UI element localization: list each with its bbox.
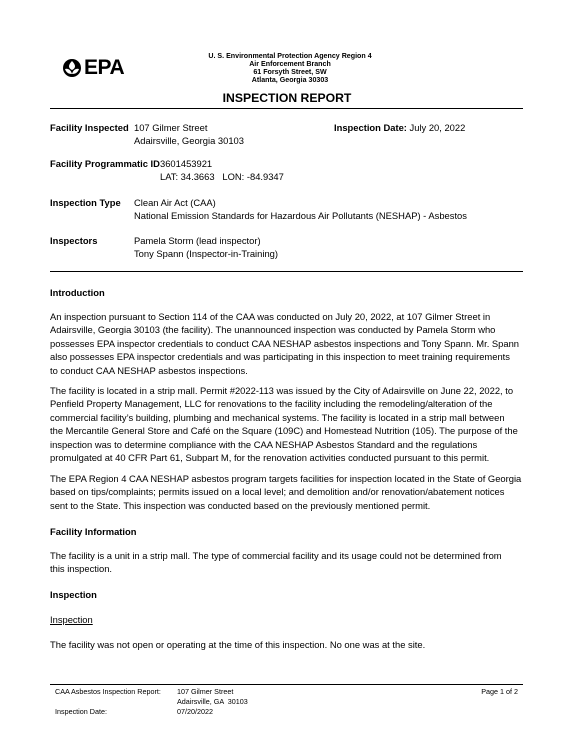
text-line: sent to the State. This inspection was conducted based on the previously mentioned permit. — [50, 499, 431, 511]
text-line: Adairsville, Georgia 30103 (the facility). The unannounced inspection was conducted by Pamela Storm who — [50, 324, 496, 336]
agency-line: U. S. Environmental Protection Agency Region 4 — [208, 52, 372, 60]
introduction-heading: Introduction — [50, 287, 105, 298]
footer-report-label: CAA Asbestos Inspection Report: — [55, 687, 161, 696]
intro-paragraph-2 — [50, 384, 524, 464]
agency-line: Air Enforcement Branch — [249, 60, 331, 68]
epa-logo-text: EPA — [84, 56, 125, 79]
inspector-2: Tony Spann (Inspector-in-Training) — [134, 248, 278, 259]
inspection-type-line2: National Emission Standards for Hazardous Air Pollutants (NESHAP) - Asbestos — [134, 210, 467, 221]
text-line: to conduct CAA NESHAP asbestos inspections. — [50, 364, 248, 376]
text-line: commercial facility’s building, plumbing and mechanical systems. The facility is located in a strip mall between — [50, 411, 505, 423]
footer-address-line1: 107 Gilmer Street — [177, 687, 234, 696]
text-line: inspection was to determine compliance with the CAA NESHAP Asbestos Standard and the regulations — [50, 438, 478, 450]
epa-logo — [62, 57, 128, 79]
text-line: Penfield Property Management, LLC for renovations to the facility including the remodeling/alteration of the — [50, 398, 493, 410]
inspectors-label: Inspectors — [50, 235, 98, 246]
inspection-paragraph: The facility was not open or operating at the time of this inspection. No one was at the site. — [50, 639, 426, 650]
text-line: this inspection. — [50, 563, 113, 575]
inspection-date — [334, 121, 465, 134]
inspection-type-line1: Clean Air Act (CAA) — [134, 197, 216, 208]
agency-line: 61 Forsyth Street, SW — [253, 68, 327, 76]
text-line: also possesses EPA inspector credentials and was participating in this inspection to meet training requirements — [50, 351, 510, 363]
footer-address-line2: Adairsville, GA 30103 — [177, 697, 248, 706]
facility-information-paragraph — [50, 549, 524, 576]
section-rule — [50, 271, 523, 272]
inspection-date-value: July 20, 2022 — [409, 122, 466, 133]
programmatic-id-label: Facility Programmatic ID — [50, 158, 160, 169]
agency-address — [190, 52, 390, 84]
title-rule — [50, 108, 523, 109]
inspection-subheading: Inspection — [50, 614, 93, 625]
footer-date-label: Inspection Date: — [55, 707, 107, 716]
inspection-heading: Inspection — [50, 589, 97, 600]
agency-line: Atlanta, Georgia 30303 — [251, 76, 329, 84]
footer-rule — [50, 684, 523, 685]
footer-page-number: Page 1 of 2 — [481, 687, 518, 696]
text-line: possesses EPA inspector credentials to conduct CAA NESHAP asbestos inspections and Tony Spann. Mr. Spann — [50, 337, 520, 349]
facility-information-heading: Facility Information — [50, 526, 137, 537]
inspection-date-label: Inspection Date: — [334, 122, 407, 133]
text-line: The facility is located in a strip mall. Permit #2022-113 was issued by the City of Adairsville on June 22, 2022, to — [50, 385, 514, 396]
text-line: the Mercantile General Store and Café on the Square (109C) and Homestead Nutrition (105). The purpose of the — [50, 425, 518, 437]
text-line: The EPA Region 4 CAA NESHAP asbestos program targets facilities for inspection located in the State of Georgia — [50, 473, 522, 484]
text-line: based on tips/complaints; permits issued on a local level; and demolition and/or renovation/abatement notices — [50, 486, 505, 498]
lat-lon: LAT: 34.3663 LON: -84.9347 — [160, 171, 284, 182]
text-line: The facility is a unit in a strip mall. The type of commercial facility and its usage could not be determined from — [50, 550, 502, 561]
epa-flower-icon — [62, 58, 82, 78]
programmatic-id-value: 3601453921 — [160, 158, 213, 169]
report-title: INSPECTION REPORT — [222, 91, 352, 105]
facility-address-line2: Adairsville, Georgia 30103 — [134, 135, 244, 146]
intro-paragraph-1 — [50, 310, 524, 377]
intro-paragraph-3 — [50, 472, 524, 512]
facility-address-line1: 107 Gilmer Street — [134, 122, 208, 133]
inspector-1: Pamela Storm (lead inspector) — [134, 235, 261, 246]
inspection-type-label: Inspection Type — [50, 197, 121, 208]
text-line: An inspection pursuant to Section 114 of the CAA was conducted on July 20, 2022, at 107 Gilmer Street in — [50, 311, 491, 322]
facility-inspected-label: Facility Inspected — [50, 122, 129, 133]
footer-date-value: 07/20/2022 — [177, 707, 213, 716]
text-line: promulgated at 40 CFR Part 61, Subpart M, for the renovation activities conducted pursuant to this permit. — [50, 452, 490, 464]
